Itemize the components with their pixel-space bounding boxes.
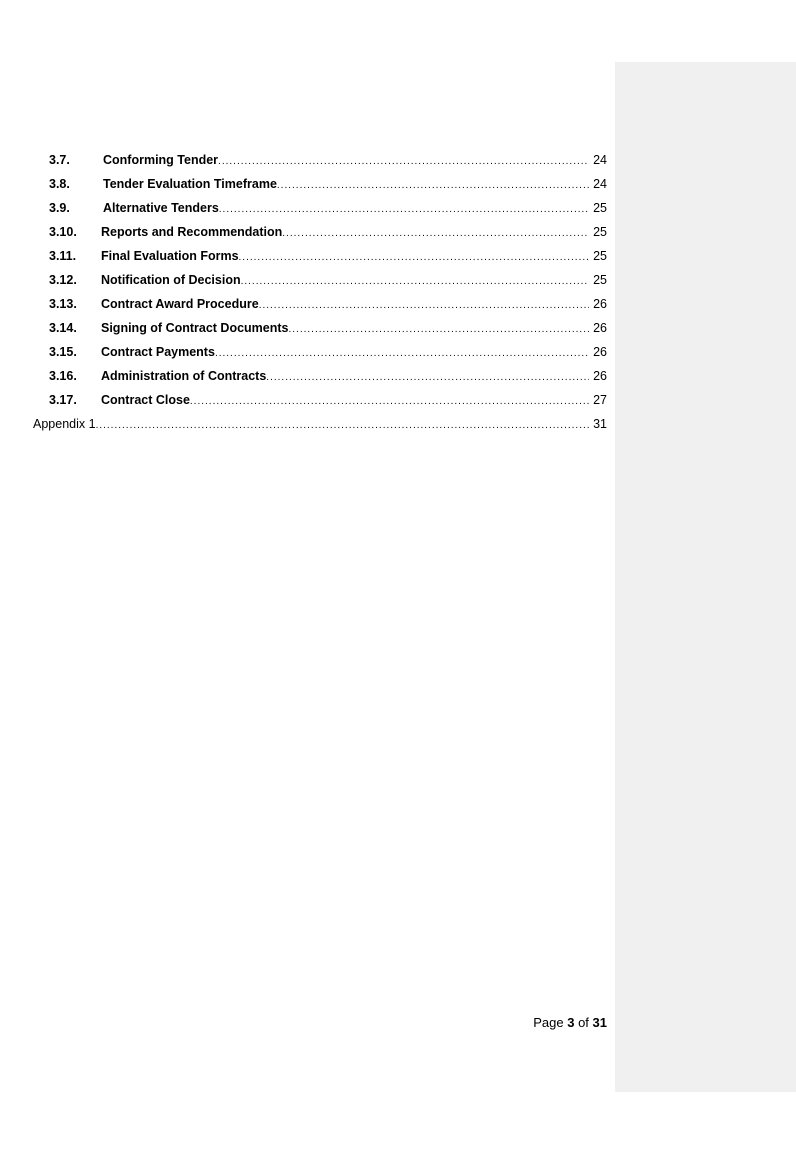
toc-dot-leader — [218, 150, 589, 172]
toc-dot-leader — [277, 174, 589, 196]
toc-dot-leader — [215, 342, 589, 364]
toc-entry-page: 31 — [593, 417, 607, 431]
page-number-footer — [400, 1015, 607, 1030]
toc-entry-page: 24 — [593, 153, 607, 167]
toc-entry-3-16[interactable] — [33, 364, 607, 388]
toc-entry-page: 26 — [593, 369, 607, 383]
toc-entry-title: Appendix 1 — [33, 417, 96, 431]
toc-entry-title: Signing of Contract Documents — [101, 321, 289, 335]
toc-entry-title: Final Evaluation Forms — [101, 249, 239, 263]
toc-dot-leader — [190, 390, 589, 412]
toc-entry-appendix-1[interactable] — [33, 412, 607, 436]
toc-dot-leader — [96, 414, 589, 436]
toc-entry-page: 25 — [593, 201, 607, 215]
toc-dot-leader — [282, 222, 589, 244]
toc-entry-3-12[interactable] — [33, 268, 607, 292]
toc-dot-leader — [219, 198, 589, 220]
toc-entry-page: 25 — [593, 249, 607, 263]
toc-entry-number: 3.7. — [49, 153, 70, 167]
toc-entry-title: Contract Award Procedure — [101, 297, 259, 311]
toc-entry-3-13[interactable] — [33, 292, 607, 316]
toc-entry-number: 3.11. — [49, 249, 77, 263]
toc-entry-3-10[interactable] — [33, 220, 607, 244]
toc-entry-3-9[interactable] — [33, 196, 607, 220]
toc-entry-number: 3.8. — [49, 177, 70, 191]
toc-dot-leader — [241, 270, 589, 292]
current-page-number: 3 — [567, 1015, 575, 1030]
toc-entry-title: Alternative Tenders — [103, 201, 219, 215]
toc-entry-number: 3.13. — [49, 297, 77, 311]
of-label: of — [578, 1015, 589, 1030]
toc-entry-title: Notification of Decision — [101, 273, 241, 287]
toc-entry-page: 26 — [593, 321, 607, 335]
toc-entry-title: Contract Close — [101, 393, 190, 407]
toc-entry-page: 24 — [593, 177, 607, 191]
toc-entry-title: Administration of Contracts — [101, 369, 267, 383]
toc-dot-leader — [239, 246, 589, 268]
toc-entry-3-11[interactable] — [33, 244, 607, 268]
toc-entry-title: Conforming Tender — [103, 153, 219, 167]
toc-dot-leader — [259, 294, 589, 316]
toc-entry-3-14[interactable] — [33, 316, 607, 340]
toc-entry-3-8[interactable] — [33, 172, 607, 196]
page-prefix: Page — [533, 1015, 564, 1030]
toc-entry-3-17[interactable] — [33, 388, 607, 412]
toc-entry-number: 3.17. — [49, 393, 77, 407]
toc-entry-page: 26 — [593, 345, 607, 359]
toc-entry-title: Tender Evaluation Timeframe — [103, 177, 277, 191]
comment-pane — [615, 62, 796, 1092]
toc-entry-3-7[interactable] — [33, 148, 607, 172]
toc-entry-page: 27 — [593, 393, 607, 407]
toc-entry-number: 3.14. — [49, 321, 77, 335]
toc-entry-number: 3.9. — [49, 201, 70, 215]
toc-dot-leader — [289, 318, 590, 340]
toc-entry-page: 26 — [593, 297, 607, 311]
table-of-contents — [33, 148, 607, 436]
toc-entry-number: 3.12. — [49, 273, 77, 287]
toc-entry-title: Contract Payments — [101, 345, 215, 359]
toc-entry-3-15[interactable] — [33, 340, 607, 364]
toc-entry-number: 3.10. — [49, 225, 77, 239]
toc-entry-page: 25 — [593, 225, 607, 239]
toc-entry-page: 25 — [593, 273, 607, 287]
toc-dot-leader — [266, 366, 589, 388]
toc-entry-number: 3.16. — [49, 369, 77, 383]
toc-entry-title: Reports and Recommendation — [101, 225, 283, 239]
total-pages-number: 31 — [592, 1015, 607, 1030]
toc-entry-number: 3.15. — [49, 345, 77, 359]
